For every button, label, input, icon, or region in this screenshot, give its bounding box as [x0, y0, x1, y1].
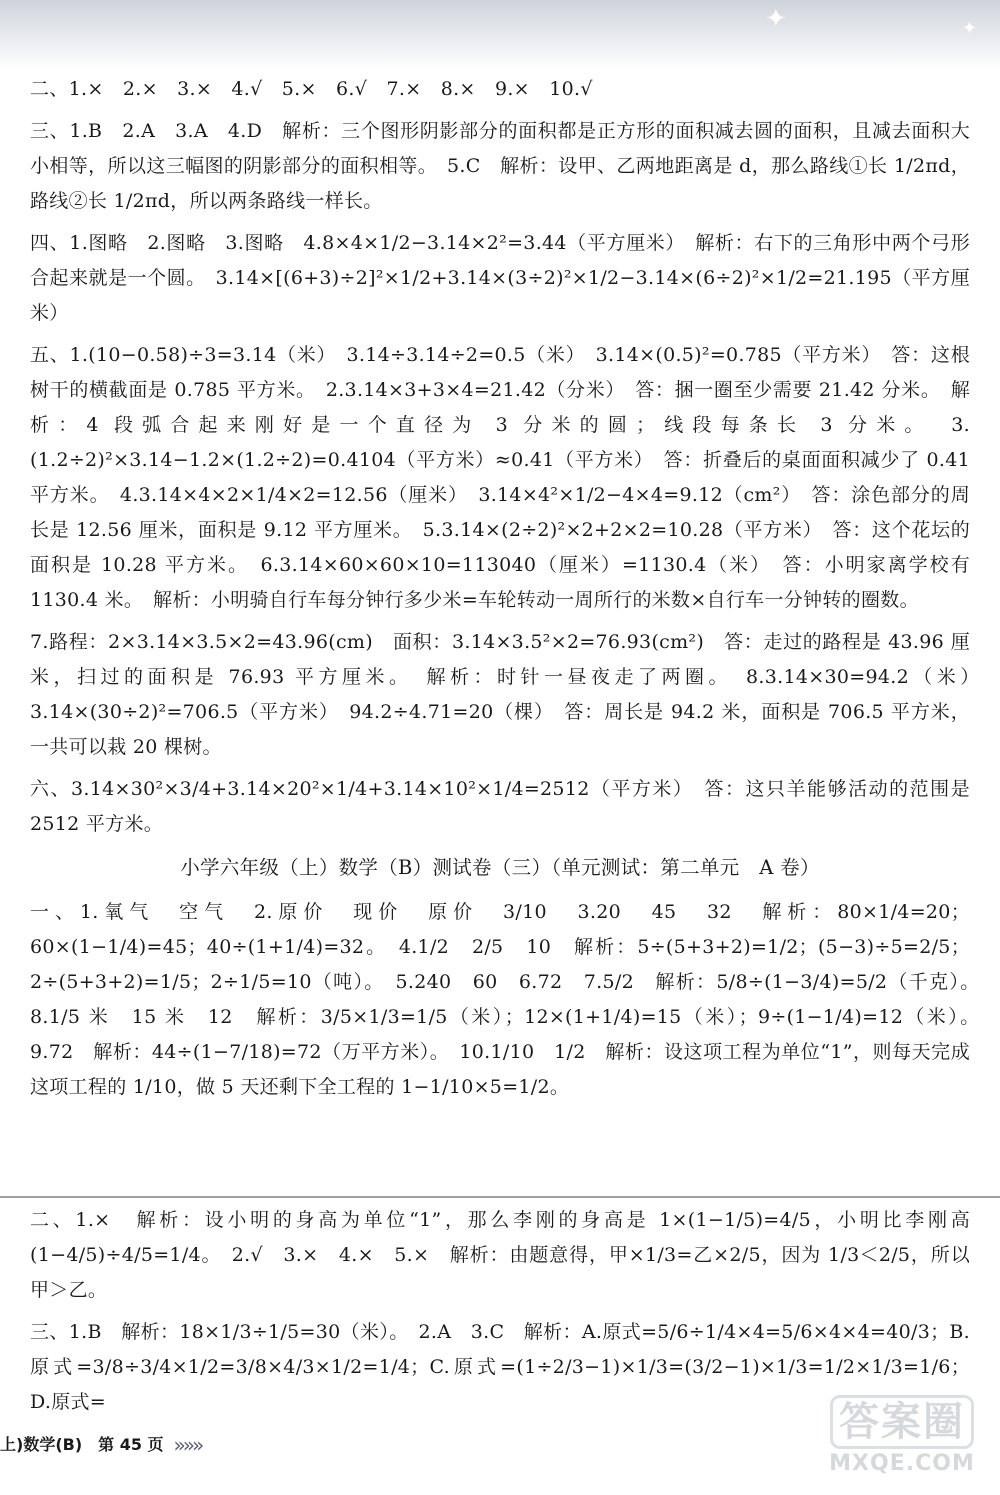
answer-content — [30, 72, 990, 1112]
decorative-top-band — [0, 0, 1000, 70]
paper-title: 小学六年级（上）数学（B）测试卷（三）（单元测试：第二单元 A 卷） — [180, 856, 820, 879]
test3-section-2: 二、1.× 解析：设小明的身高为单位“1”，那么李刚的身高是 1×(1−1/5)=4/5，小明比李刚高 (1−4/5)÷4/5=1/4。 2.√ 3.× 4.× 5.× 解析：由题意得，甲×1/3=乙×2/5，因为 1/3＜2/5，所以甲＞乙。 — [30, 1209, 970, 1301]
test3-section-1: 一、1.氧气 空气 2.原价 现价 原价 3/10 3.20 45 32 解析：80×1/4=20；60×(1−1/4)=45；40÷(1+1/4)=32。 4.1/2 2/5 10 解析：5÷(5+3+2)=1/2；(5−3)÷5=2/5；2÷(5+3+2)=1/5；2÷1/5=10（吨）。 5.240 60 6.72 7.5/2 解析：5/8÷(1−3/4)=5/2（千克）。 8.1/5 米 15 米 12 解析：3/5×1/3=1/5（米）；12×(1+1/4)=15（米）；9÷(1−1/4)=12（米）。 9.72 解析：44÷(1−7/18)=72（万平方米）。 10.1/10 1/2 解析：设这项工程为单位“1”，则每天完成这项工程的 1/10，做 5 天还剩下全工程的 1−1/10×5=1/2。 — [30, 901, 990, 1098]
answer-section-6: 六、3.14×30²×3/4+3.14×20²×1/4+3.14×10²×1/4=2512（平方米） 答：这只羊能够活动的范围是 2512 平方米。 — [30, 778, 970, 835]
sparkle-icon: ✦ — [765, 4, 787, 34]
answer-section-2: 二、1.× 2.× 3.× 4.√ 5.× 6.√ 7.× 8.× 9.× 10.√ — [30, 78, 593, 100]
watermark-site: MXQE.COM — [829, 1451, 975, 1476]
arrow-decoration-icon: »»» — [173, 1433, 202, 1457]
test3-section-3: 三、1.B 解析：18×1/3÷1/5=30（米）。 2.A 3.C 解析：A.原式=5/6÷1/4×4=5/6×4×4=40/3；B.原式=3/8÷3/4×1/2=3/8×4/3×1/2=1/4；C.原式=(1÷2/3−1)×1/3=(3/2−1)×1/3=1/2×1/3=1/6；D.原式= — [30, 1321, 970, 1413]
answer-content-lower — [30, 1203, 970, 1427]
page-number: 上)数学(B) 第 45 页 — [0, 1435, 164, 1454]
answer-section-5: 五、1.(10−0.58)÷3=3.14（米） 3.14÷3.14÷2=0.5（米） 3.14×(0.5)²=0.785（平方米） 答：这根树干的横截面是 0.785 平方米。 2.3.14×3+3×4=21.42（分米） 答：捆一圈至少需要 21.42 分米。 解析：4 段弧合起来刚好是一个直径为 3 分米的圆；线段每条长 3 分米。 3.(1.2÷2)²×3.14−1.2×(1.2÷2)=0.4104（平方米）≈0.41（平方米） 答：折叠后的桌面面积减少了 0.41 平方米。 4.3.14×4×2×1/4×2=12.56（厘米） 3.14×4²×1/2−4×4=9.12（cm²） 答：涂色部分的周长是 12.56 厘米，面积是 9.12 平方厘米。 5.3.14×(2÷2)²×2+2×2=10.28（平方米） 答：这个花坛的面积是 10.28 平方米。 6.3.14×60×60×10=113040（厘米）=1130.4（米） 答：小明家离学校有 1130.4 米。 解析：小明骑自行车每分钟行多少米=车轮转动一周所行的米数×自行车一分钟转的圈数。 — [30, 344, 970, 611]
answer-section-3: 三、1.B 2.A 3.A 4.D 解析：三个图形阴影部分的面积都是正方形的面积减去圆的面积，且减去面积大小相等，所以这三幅图的阴影部分的面积相等。 5.C 解析：设甲、乙两地距离是 d，那么路线①长 1/2πd，路线②长 1/2πd，所以两条路线一样长。 — [30, 120, 970, 212]
sparkle-icon: ✦ — [962, 18, 978, 39]
section-divider — [0, 1196, 1000, 1198]
watermark-badge: 答案圈 — [830, 1395, 974, 1449]
page-footer — [0, 1430, 201, 1460]
watermark-logo — [812, 1395, 992, 1485]
answer-section-5-cont: 7.路程：2×3.14×3.5×2=43.96(cm) 面积：3.14×3.5²×2=76.93(cm²) 答：走过的路程是 43.96 厘米，扫过的面积是 76.93 平方厘米。 解析：时针一昼夜走了两圈。 8.3.14×30=94.2（米） 3.14×(30÷2)²=706.5（平方米） 94.2÷4.71=20（棵） 答：周长是 94.2 米，面积是 706.5 平方米，一共可以栽 20 棵树。 — [30, 631, 990, 758]
answer-section-4: 四、1.图略 2.图略 3.图略 4.8×4×1/2−3.14×2²=3.44（平方厘米） 解析：右下的三角形中两个弓形合起来就是一个圆。 3.14×[(6+3)÷2]²×1/2+3.14×(3÷2)²×1/2−3.14×(6÷2)²×1/2=21.195（平方厘米） — [30, 232, 970, 324]
